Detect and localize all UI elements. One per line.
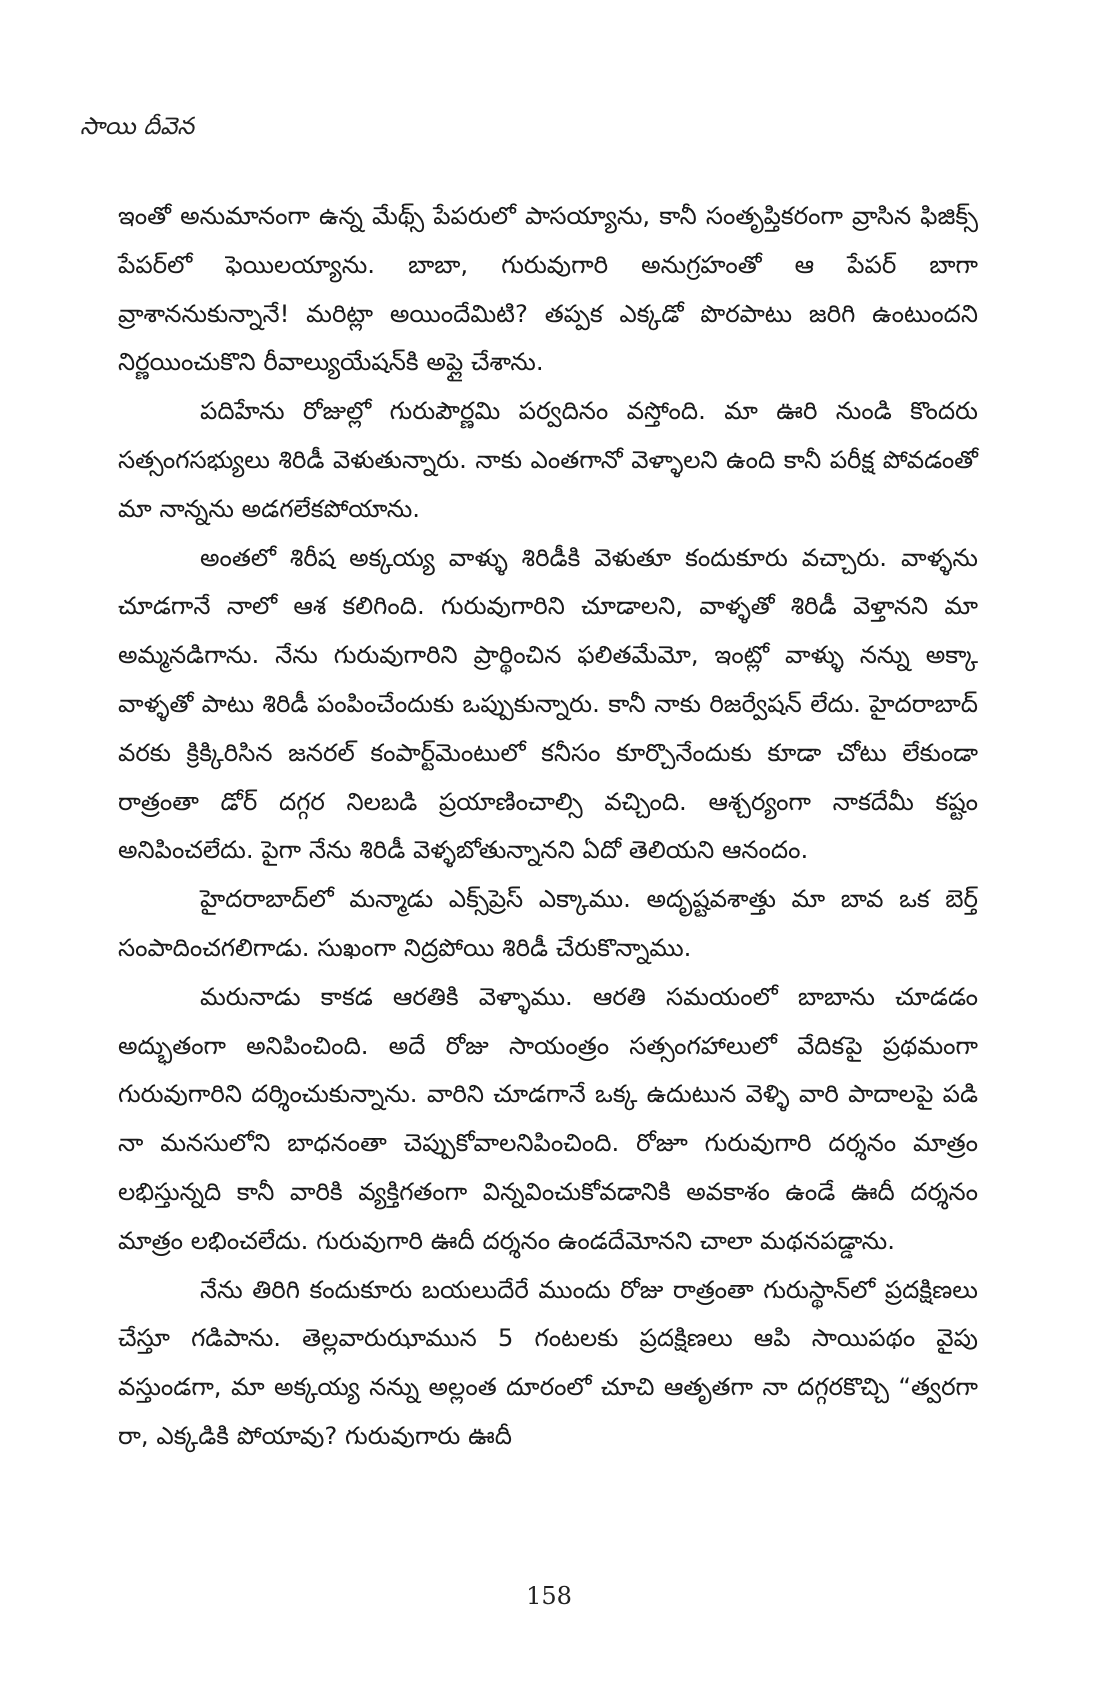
paragraph-6: నేను తిరిగి కందుకూరు బయలుదేరే ముందు రోజు రాత్రంతా గురుస్థాన్‌లో ప్రదక్షిణలు చేస్తూ గడిపాను. తెల్లవారుఝామున 5 గంటలకు ప్రదక్షిణలు ఆపి సాయిపథం వైపు వస్తుండగా, మా అక్కయ్య నన్ను అల్లంత దూరంలో చూచి ఆతృతగా నా దగ్గరకొచ్చి “త్వరగా రా, ఎక్కడికి పోయావు? గురువుగారు ఊదీ	[118, 1274, 978, 1450]
paragraph-4: హైదరాబాద్‌లో మన్మాడు ఎక్స్‌ప్రెస్ ఎక్కాము. అదృష్టవశాత్తు మా బావ ఒక బెర్త్ సంపాదించగలిగాడు. సుఖంగా నిద్రపోయి శిరిడీ చేరుకొన్నాము.	[118, 884, 978, 962]
paragraph-5: మరునాడు కాకడ ఆరతికి వెళ్ళాము. ఆరతి సమయంలో బాబాను చూడడం అద్భుతంగా అనిపించింది. అదే రోజు సాయంత్రం సత్సంగహాలులో వేదికపై ప్రథమంగా గురువుగారిని దర్శించుకున్నాను. వారిని చూడగానే ఒక్క ఉదుటున వెళ్ళి వారి పాదాలపై పడి నా మనసులోని బాధనంతా చెప్పుకోవాలనిపించింది. రోజూ గురువుగారి దర్శనం మాత్రం లభిస్తున్నది కానీ వారికి వ్యక్తిగతంగా విన్నవించుకోవడానికి అవకాశం ఉండే ఊదీ దర్శనం మాత్రం లభించలేదు. గురువుగారి ఊదీ దర్శనం ఉండదేమోనని చాలా మథనపడ్డాను.	[118, 981, 978, 1255]
paragraph-1: ఇంతో అనుమానంగా ఉన్న మేథ్స్ పేపరులో పాసయ్యాను, కానీ సంతృప్తికరంగా వ్రాసిన ఫిజిక్స్ పేపర్‌లో ఫెయిలయ్యాను. బాబా, గురువుగారి అనుగ్రహంతో ఆ పేపర్ బాగా వ్రాశాననుకున్నానే! మరిట్లా అయిందేమిటి? తప్పక ఎక్కడో పొరపాటు జరిగి ఉంటుందని నిర్ణయించుకొని రీవాల్యుయేషన్‌కి అప్లై చేశాను.	[118, 201, 978, 377]
paragraph-3: అంతలో శిరీష అక్కయ్య వాళ్ళు శిరిడీకి వెళుతూ కందుకూరు వచ్చారు. వాళ్ళను చూడగానే నాలో ఆశ కలిగింది. గురువుగారిని చూడాలని, వాళ్ళతో శిరిడీ వెళ్తానని మా అమ్మనడిగాను. నేను గురువుగారిని ప్రార్థించిన ఫలితమేమో, ఇంట్లో వాళ్ళు నన్ను అక్కా వాళ్ళతో పాటు శిరిడీ పంపించేందుకు ఒప్పుకున్నారు. కానీ నాకు రిజర్వేషన్ లేదు. హైదరాబాద్ వరకు క్రిక్కిరిసిన జనరల్ కంపార్ట్‌మెంటులో కనీసం కూర్చొనేందుకు కూడా చోటు లేకుండా రాత్రంతా డోర్ దగ్గర నిలబడి ప్రయాణించాల్సి వచ్చింది. ఆశ్చర్యంగా నాకదేమీ కష్టం అనిపించలేదు. పైగా నేను శిరిడీ వెళ్ళబోతున్నానని ఏదో తెలియని ఆనందం.	[118, 542, 978, 865]
page-number: 158	[526, 1582, 572, 1610]
running-header-title: సాయి దీవెన	[80, 112, 195, 140]
paragraph-2: పదిహేను రోజుల్లో గురుపౌర్ణమి పర్వదినం వస్తోంది. మా ఊరి నుండి కొందరు సత్సంగసభ్యులు శిరిడీ వెళుతున్నారు. నాకు ఎంతగానో వెళ్ళాలని ఉంది కానీ పరీక్ష పోవడంతో మా నాన్నను అడగలేకపోయాను.	[118, 396, 978, 523]
body-text	[118, 192, 978, 1461]
